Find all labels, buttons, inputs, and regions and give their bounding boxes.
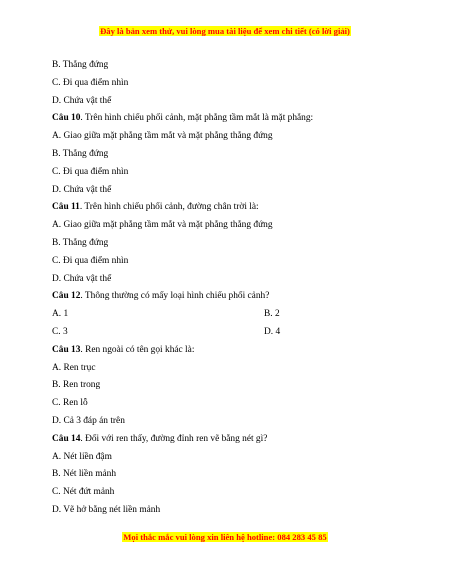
question-14-option-d: D. Vẽ hở bằng nét liền mảnh: [52, 504, 161, 515]
question-12-option-c: C. 3: [52, 326, 68, 337]
prev-option-b: B. Thẳng đứng: [52, 60, 109, 70]
question-11-option-a: A. Giao giữa mặt phẳng tầm mắt và mặt phẳng thẳng đứng: [52, 220, 273, 231]
question-14-text: . Đối với ren thấy, đường đỉnh ren vẽ bằng nét gì?: [80, 433, 268, 444]
question-13-option-c: C. Ren lỗ: [52, 398, 88, 409]
prev-option-c: C. Đi qua điểm nhìn: [52, 77, 129, 88]
question-10-option-c: C. Đi qua điểm nhìn: [52, 166, 129, 177]
question-11-text: . Trên hình chiếu phối cảnh, đường chân trời là:: [79, 202, 259, 213]
question-13-number: Câu 13: [52, 344, 81, 355]
question-14-option-c: C. Nét đứt mảnh: [52, 487, 115, 498]
prev-option-d: D. Chứa vật thể: [52, 95, 112, 106]
question-13: [52, 342, 412, 360]
question-14: [52, 431, 412, 449]
question-10-number: Câu 10: [52, 113, 81, 124]
question-12-option-d: D. 4: [264, 326, 281, 337]
quiz-content: [52, 57, 412, 520]
question-10-option-b: B. Thẳng đứng: [52, 148, 109, 159]
question-12-option-a: A. 1: [52, 309, 69, 320]
question-12-options-row-2: [52, 324, 412, 342]
question-11-option-c: C. Đi qua điểm nhìn: [52, 255, 129, 266]
preview-notice-text: Đây là bản xem thử, vui lòng mua tài liệu để xem chi tiết (có lời giải): [100, 26, 350, 36]
question-13-option-d: D. Cả 3 đáp án trên: [52, 415, 125, 426]
hotline-banner: [0, 532, 450, 542]
question-14-option-b: B. Nét liền mảnh: [52, 469, 117, 480]
question-12-option-b: B. 2: [264, 309, 280, 320]
question-13-text: . Ren ngoài có tên gọi khác là:: [80, 344, 195, 355]
question-11-option-d: D. Chứa vật thể: [52, 273, 112, 284]
question-12: [52, 288, 412, 306]
question-11-number: Câu 11: [52, 202, 80, 213]
question-10-option-d: D. Chứa vật thể: [52, 184, 112, 195]
question-13-option-b: B. Ren trong: [52, 380, 101, 391]
question-12-number: Câu 12: [52, 291, 81, 302]
question-10-option-a: A. Giao giữa mặt phẳng tầm mắt và mặt phẳng thẳng đứng: [52, 131, 273, 142]
preview-notice-banner: [0, 26, 450, 36]
question-12-options-row-1: [52, 306, 412, 324]
question-10-text: . Trên hình chiếu phối cảnh, mặt phẳng tầm mắt là mặt phẳng:: [80, 113, 314, 124]
question-11-option-b: B. Thẳng đứng: [52, 237, 109, 248]
question-12-text: . Thông thường có mấy loại hình chiếu phối cảnh?: [80, 291, 270, 302]
question-14-number: Câu 14: [52, 433, 81, 444]
question-14-option-a: A. Nét liền đậm: [52, 451, 112, 462]
question-11: [52, 199, 412, 217]
question-13-option-a: A. Ren trục: [52, 362, 96, 373]
hotline-text: Mọi thắc mắc vui lòng xin liên hệ hotline: 084 283 45 85: [123, 532, 327, 542]
question-10: [52, 110, 412, 128]
